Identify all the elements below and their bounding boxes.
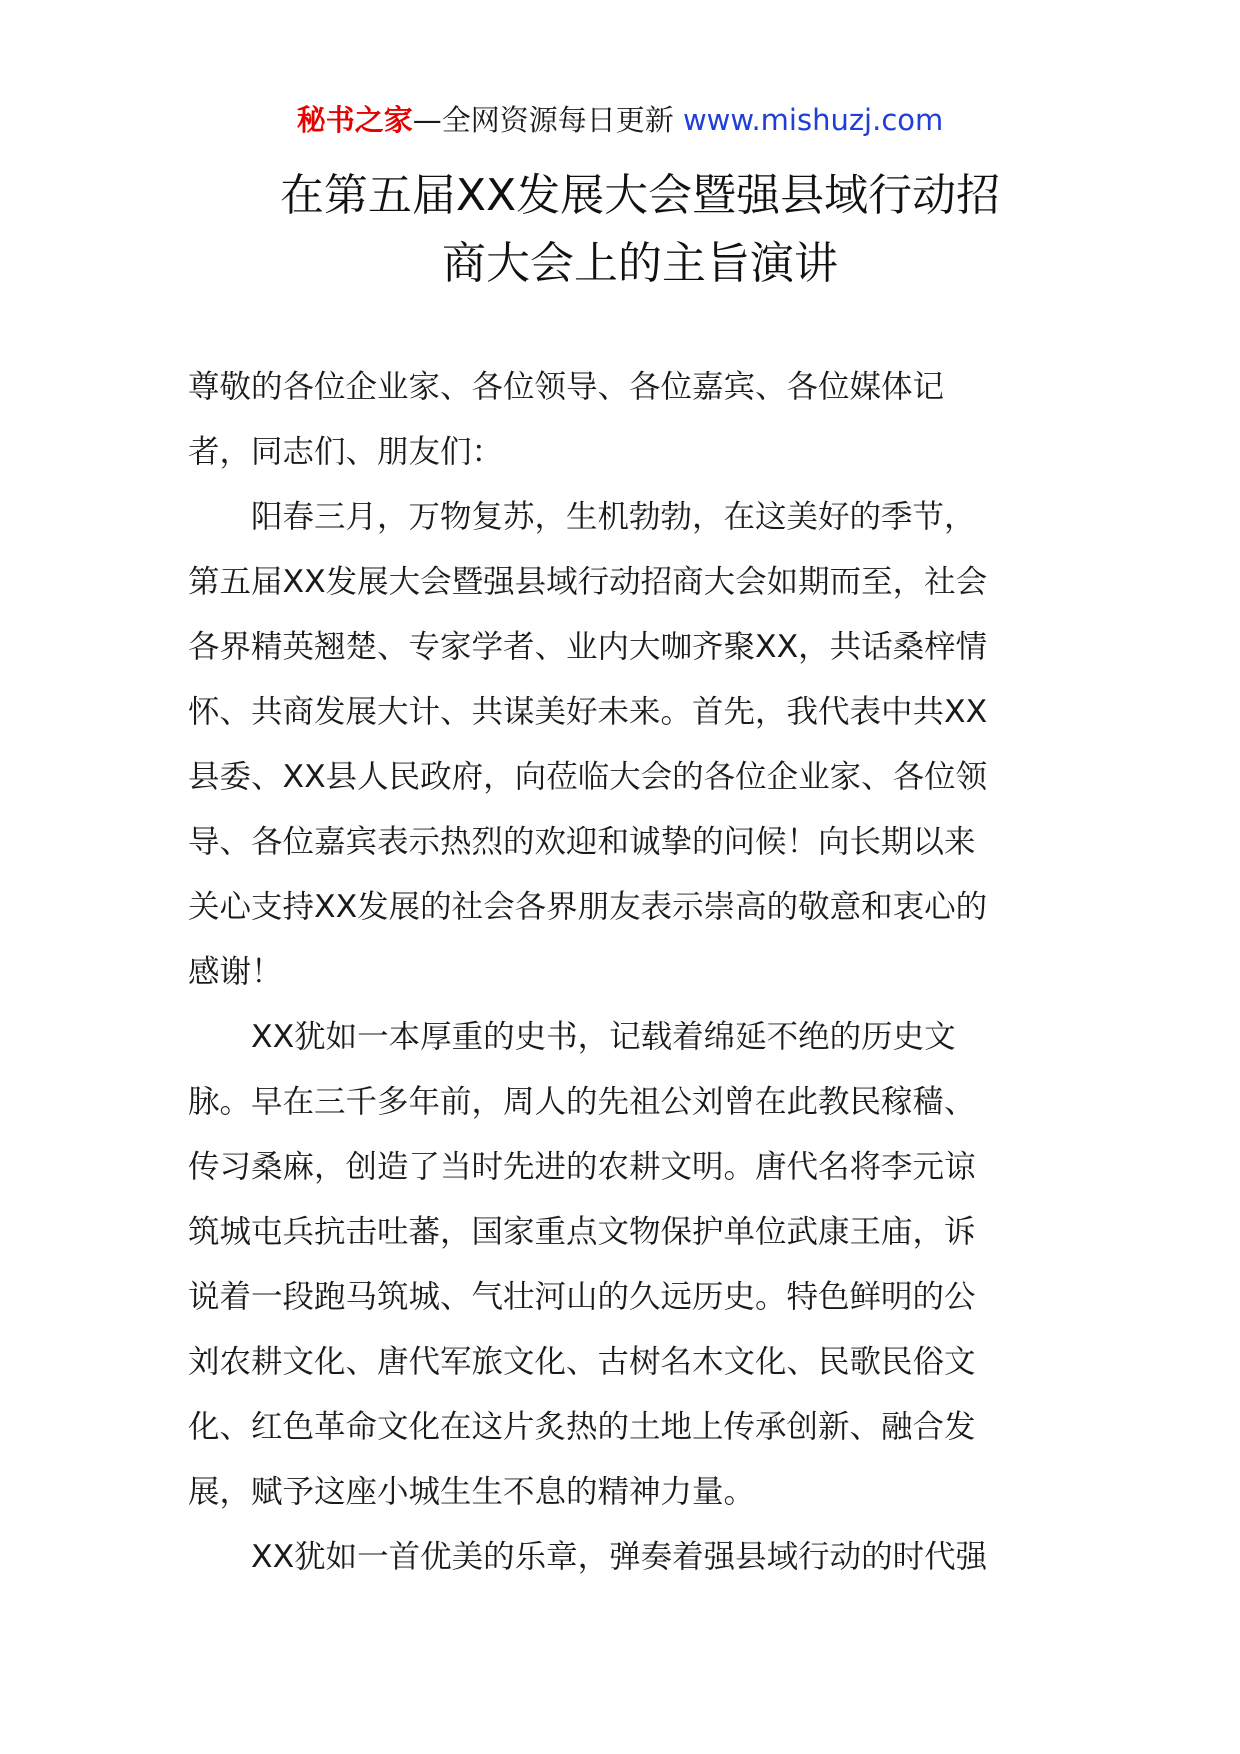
document-title xyxy=(190,162,1090,298)
document-title-line-1: 在第五届XX发展大会暨强县域行动招 xyxy=(279,170,1001,221)
text-line: 怀、共商发展大计、共谋美好未来。首先，我代表中共XX xyxy=(188,694,988,730)
site-slogan: —全网资源每日更新 xyxy=(412,103,683,137)
text-line: 导、各位嘉宾表示热烈的欢迎和诚挚的问候！向长期以来 xyxy=(188,824,976,860)
text-line: 感谢！ xyxy=(188,954,283,990)
text-line: XX犹如一首优美的乐章，弹奏着强县域行动的时代强 xyxy=(251,1539,988,1575)
text-line: 说着一段跑马筑城、气壮河山的久远历史。特色鲜明的公 xyxy=(188,1279,976,1315)
document-title-line-2: 商大会上的主旨演讲 xyxy=(442,238,838,289)
text-line: 县委、XX县人民政府，向莅临大会的各位企业家、各位领 xyxy=(188,759,988,795)
text-line: 刘农耕文化、唐代军旅文化、古树名木文化、民歌民俗文 xyxy=(188,1344,976,1380)
body-paragraph-1 xyxy=(188,485,1058,1005)
text-line: 展，赋予这座小城生生不息的精神力量。 xyxy=(188,1474,756,1510)
text-line: 化、红色革命文化在这片炙热的土地上传承创新、融合发 xyxy=(188,1409,976,1445)
text-line: 关心支持XX发展的社会各界朋友表示崇高的敬意和衷心的 xyxy=(188,889,988,925)
site-url-link[interactable]: www.mishuzj.com xyxy=(682,103,944,137)
text-line: 传习桑麻，创造了当时先进的农耕文明。唐代名将李元谅 xyxy=(188,1149,976,1185)
salutation-paragraph xyxy=(188,355,1058,485)
text-line: 筑城屯兵抗击吐蕃，国家重点文物保护单位武康王庙，诉 xyxy=(188,1214,976,1250)
text-line: 脉。早在三千多年前，周人的先祖公刘曾在此教民稼穑、 xyxy=(188,1084,976,1120)
body-paragraph-3 xyxy=(188,1525,1058,1590)
text-line: 各界精英翘楚、专家学者、业内大咖齐聚XX，共话桑梓情 xyxy=(188,629,988,665)
text-line: 尊敬的各位企业家、各位领导、各位嘉宾、各位媒体记 xyxy=(188,369,945,405)
text-line: 者，同志们、朋友们： xyxy=(188,434,504,470)
text-line: XX犹如一本厚重的史书，记载着绵延不绝的历史文 xyxy=(251,1019,956,1055)
text-line: 阳春三月，万物复苏，生机勃勃，在这美好的季节， xyxy=(251,499,976,535)
site-header xyxy=(0,100,1240,140)
site-name: 秘书之家 xyxy=(296,103,413,137)
body-paragraph-2 xyxy=(188,1005,1058,1525)
text-line: 第五届XX发展大会暨强县域行动招商大会如期而至，社会 xyxy=(188,564,988,600)
document-body xyxy=(188,355,1058,1590)
